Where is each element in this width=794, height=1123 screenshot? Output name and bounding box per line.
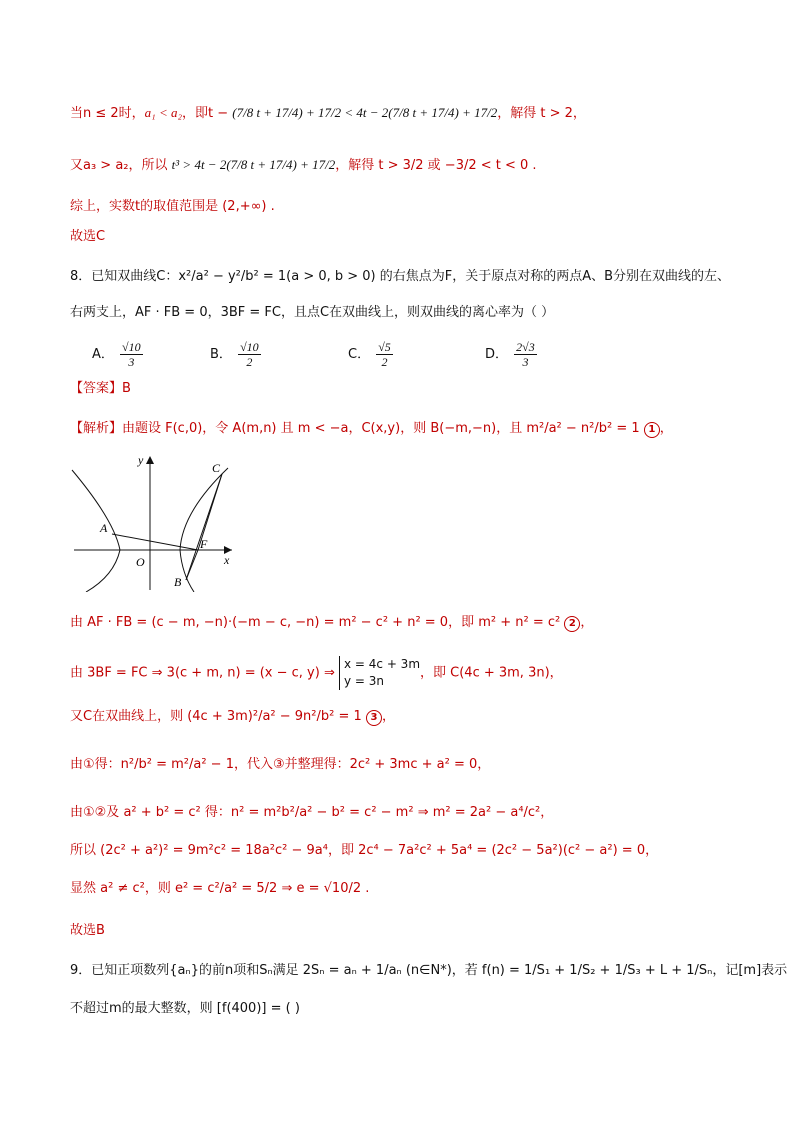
solution-line-1 <box>70 104 586 123</box>
question-9-line-2: 不超过m的最大整数，则 [f(400)] = ( ) <box>70 1001 300 1016</box>
choice-b[interactable] <box>210 340 263 369</box>
denominator: 3 <box>128 355 135 369</box>
x-label: x <box>224 553 230 567</box>
circled-number: 3 <box>366 710 382 726</box>
choice-fraction <box>120 340 143 369</box>
circled-number: 2 <box>564 616 580 632</box>
choice-fraction <box>376 340 393 369</box>
solution-8-line-6: 由①②及 a² + b² = c² 得：n² = m²b²/a² − b² = c² − m² ⇒ m² = 2a² − a⁴/c²， <box>70 805 554 820</box>
denominator: 3 <box>522 355 529 369</box>
solution-8-line-8: 显然 a² ≠ c²，则 e² = c²/a² = 5/2 ⇒ e = √10/2 . <box>70 881 370 896</box>
circled-number: 1 <box>644 422 660 438</box>
formula: (7/8 t + 17/4) + 17/2 < 4t − 2(7/8 t + 17/4) + 17/2 <box>232 105 498 120</box>
question-8-line-2: 右两支上，AF · FB = 0，3BF = FC，且点C在双曲线上，则双曲线的离心率为（ ） <box>70 305 555 320</box>
solution-8-line-4: 又C在双曲线上，则 (4c + 3m)²/a² − 9n²/b² = 1 3 ， <box>70 709 395 724</box>
choice-letter: D． <box>485 347 509 362</box>
solution-8-line-5: 由①得：n²/b² = m²/a² − 1，代入③并整理得：2c² + 3mc + a² = 0， <box>70 757 491 772</box>
choice-fraction <box>514 340 537 369</box>
y-axis-arrow <box>146 456 154 464</box>
text: ，解得 t > 2， <box>497 106 586 121</box>
point-b-label: B <box>174 575 182 589</box>
choice-d[interactable] <box>485 340 539 369</box>
solution-8-line-2: 由 AF · FB = (c − m, −n)·(−m − c, −n) = m² − c² + n² = 0，即 m² + n² = c² 2 ， <box>70 615 594 630</box>
text: 又a₃ > a₂，所以 <box>70 158 168 173</box>
solution-line-4: 故选C <box>70 229 106 244</box>
solution-8-line-3 <box>70 656 563 690</box>
formula: t³ > 4t − 2(7/8 t + 17/4) + 17/2 <box>171 157 336 172</box>
text: 【解析】由题设 F(c,0)，令 A(m,n) 且 m < −a，C(x,y)，则 B(−m,−n)，且 m²/a² − n²/b² = 1 <box>70 421 640 436</box>
choice-a[interactable] <box>92 340 145 369</box>
solution-8-line-9: 故选B <box>70 923 105 938</box>
system-of-equations <box>339 656 420 690</box>
text: ，即 C(4c + 3m, 3n)， <box>420 665 563 681</box>
text: 又C在双曲线上，则 (4c + 3m)²/a² − 9n²/b² = 1 <box>70 709 362 724</box>
numerator: √10 <box>122 340 141 354</box>
solution-8-line-1: 【解析】由题设 F(c,0)，令 A(m,n) 且 m < −a，C(x,y)，则 B(−m,−n)，且 m²/a² − n²/b² = 1 1 ， <box>70 421 673 436</box>
answer-label: 【答案】B <box>70 381 131 396</box>
solution-8-line-7: 所以 (2c² + a²)² = 9m²c² = 18a²c² − 9a⁴，即 2c⁴ − 7a²c² + 5a⁴ = (2c² − 5a²)(c² − a²) = 0， <box>70 843 659 858</box>
text: 由 3BF = FC ⇒ 3(c + m, n) = (x − c, y) ⇒ <box>70 665 335 681</box>
numerator: 2√3 <box>516 340 535 354</box>
text: 由 AF · FB = (c − m, −n)·(−m − c, −n) = m² − c² + n² = 0，即 m² + n² = c² <box>70 615 561 630</box>
point-f-label: F <box>200 537 208 551</box>
equation: x = 4c + 3m <box>343 657 421 671</box>
choice-c[interactable] <box>348 340 395 369</box>
segment-bc <box>186 474 222 580</box>
text: ，即t − <box>181 106 229 121</box>
text: ，解得 t > 3/2 或 −3/2 < t < 0 . <box>335 158 537 173</box>
left-branch <box>72 470 120 592</box>
choice-letter: A． <box>92 347 114 362</box>
solution-line-2 <box>70 156 537 175</box>
equation: y = 3n <box>343 674 385 688</box>
hyperbola-graph <box>66 452 246 592</box>
numerator: √5 <box>378 340 391 354</box>
denominator: 2 <box>246 355 253 369</box>
formula: a₁ < a₂ <box>144 105 182 120</box>
origin-label: O <box>136 555 145 569</box>
segment-af <box>112 534 198 550</box>
solution-line-3: 综上，实数t的取值范围是 (2,+∞) . <box>70 199 275 214</box>
denominator: 2 <box>381 355 388 369</box>
text: 当n ≤ 2时， <box>70 106 145 121</box>
question-9-line-1: 9．已知正项数列{aₙ}的前n项和Sₙ满足 2Sₙ = aₙ + 1/aₙ (n∈N*)，若 f(n) = 1/S₁ + 1/S₂ + 1/S₃ + L + 1/Sₙ，记[m]表示 <box>70 963 788 978</box>
choice-letter: B． <box>210 347 232 362</box>
choice-fraction <box>238 340 261 369</box>
point-a-label: A <box>100 521 108 535</box>
point-c-label: C <box>212 461 221 475</box>
y-label: y <box>138 453 144 467</box>
numerator: √10 <box>240 340 259 354</box>
question-8-line-1: 8．已知双曲线C：x²/a² − y²/b² = 1(a > 0, b > 0) 的右焦点为F，关于原点对称的两点A、B分别在双曲线的左、 <box>70 269 731 284</box>
choice-letter: C． <box>348 347 371 362</box>
